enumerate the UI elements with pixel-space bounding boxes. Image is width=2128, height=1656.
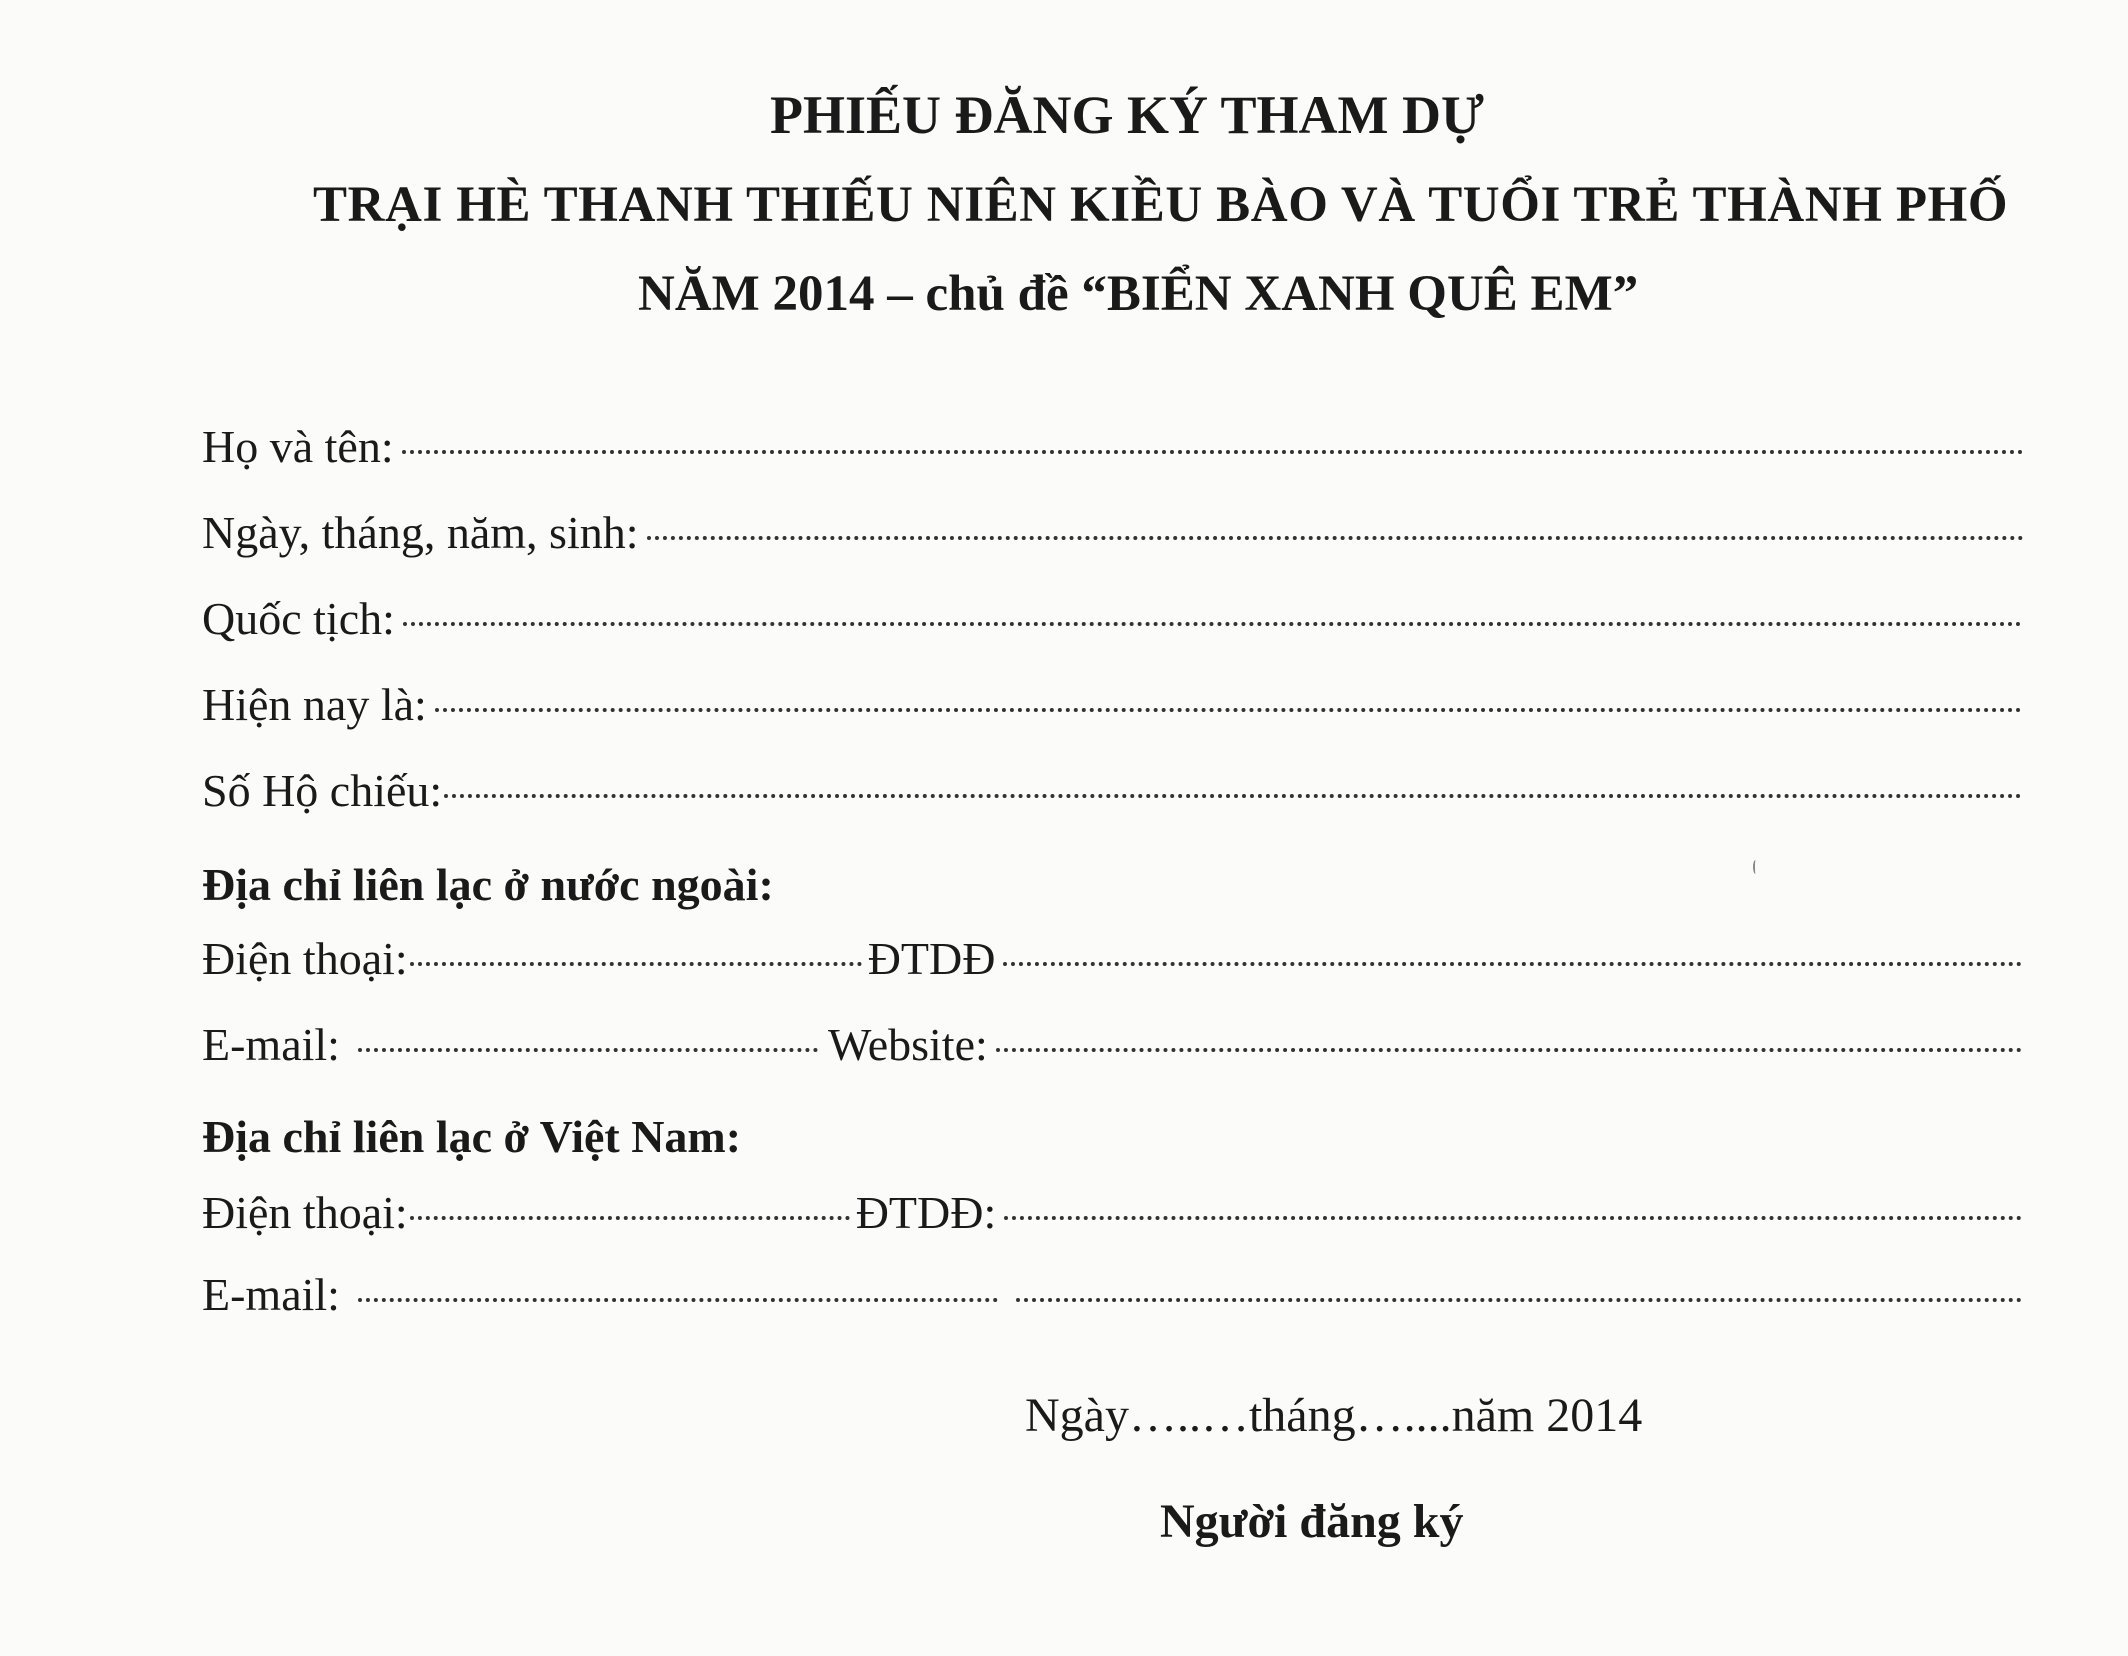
registrant-signature-label: Người đăng ký [1160, 1495, 1464, 1548]
foreign-email-row [202, 1018, 2022, 1088]
vietnam-email-row [202, 1268, 2022, 1338]
scan-mark [1753, 860, 1758, 874]
foreign-email-label: E-mail: [202, 1019, 340, 1070]
foreign-mobile-label: ĐTDĐ [867, 933, 996, 984]
passport-field[interactable] [444, 794, 2022, 798]
vietnam-mobile-label: ĐTDĐ: [855, 1187, 997, 1238]
full-name-field[interactable] [402, 450, 2024, 454]
nationality-label: Quốc tịch: [202, 593, 395, 644]
birth-date-field[interactable] [647, 536, 2024, 540]
full-name-row [202, 420, 2024, 490]
vietnam-email-field[interactable] [358, 1298, 998, 1302]
nationality-row [202, 592, 2022, 662]
foreign-email-field[interactable] [358, 1048, 818, 1052]
foreign-phone-label: Điện thoại: [202, 933, 408, 984]
website-field[interactable] [996, 1048, 2022, 1052]
page-subtitle: TRẠI HÈ THANH THIẾU NIÊN KIỀU BÀO VÀ TUỔI TRẺ THÀNH PHỐ [313, 177, 2009, 233]
current-status-label: Hiện nay là: [202, 679, 427, 730]
foreign-phone-row [202, 932, 2022, 1002]
nationality-field[interactable] [403, 622, 2022, 626]
vietnam-phone-row [202, 1186, 2022, 1256]
full-name-label: Họ và tên: [202, 421, 394, 472]
website-label: Website: [827, 1019, 988, 1070]
signing-date: Ngày…..…tháng…....năm 2014 [1025, 1389, 1643, 1442]
passport-row [202, 764, 2022, 834]
vietnam-contact-heading: Địa chỉ liên lạc ở Việt Nam: [202, 1111, 742, 1162]
vietnam-email-field-continued[interactable] [1016, 1298, 2022, 1302]
page-title: PHIẾU ĐĂNG KÝ THAM DỰ [770, 85, 1484, 145]
current-status-field[interactable] [435, 708, 2022, 712]
foreign-mobile-field[interactable] [1003, 962, 2022, 966]
vietnam-phone-field[interactable] [410, 1216, 850, 1220]
foreign-phone-field[interactable] [410, 962, 862, 966]
vietnam-phone-label: Điện thoại: [202, 1187, 408, 1238]
passport-label: Số Hộ chiếu: [202, 765, 443, 816]
vietnam-mobile-field[interactable] [1004, 1216, 2022, 1220]
page-subtitle-year-theme: NĂM 2014 – chủ đề “BIỂN XANH QUÊ EM” [638, 266, 1639, 322]
birth-date-row [202, 506, 2024, 576]
current-status-row [202, 678, 2022, 748]
vietnam-email-label: E-mail: [202, 1269, 340, 1320]
birth-date-label: Ngày, tháng, năm, sinh: [202, 507, 639, 558]
foreign-contact-heading: Địa chỉ liên lạc ở nước ngoài: [202, 859, 774, 910]
